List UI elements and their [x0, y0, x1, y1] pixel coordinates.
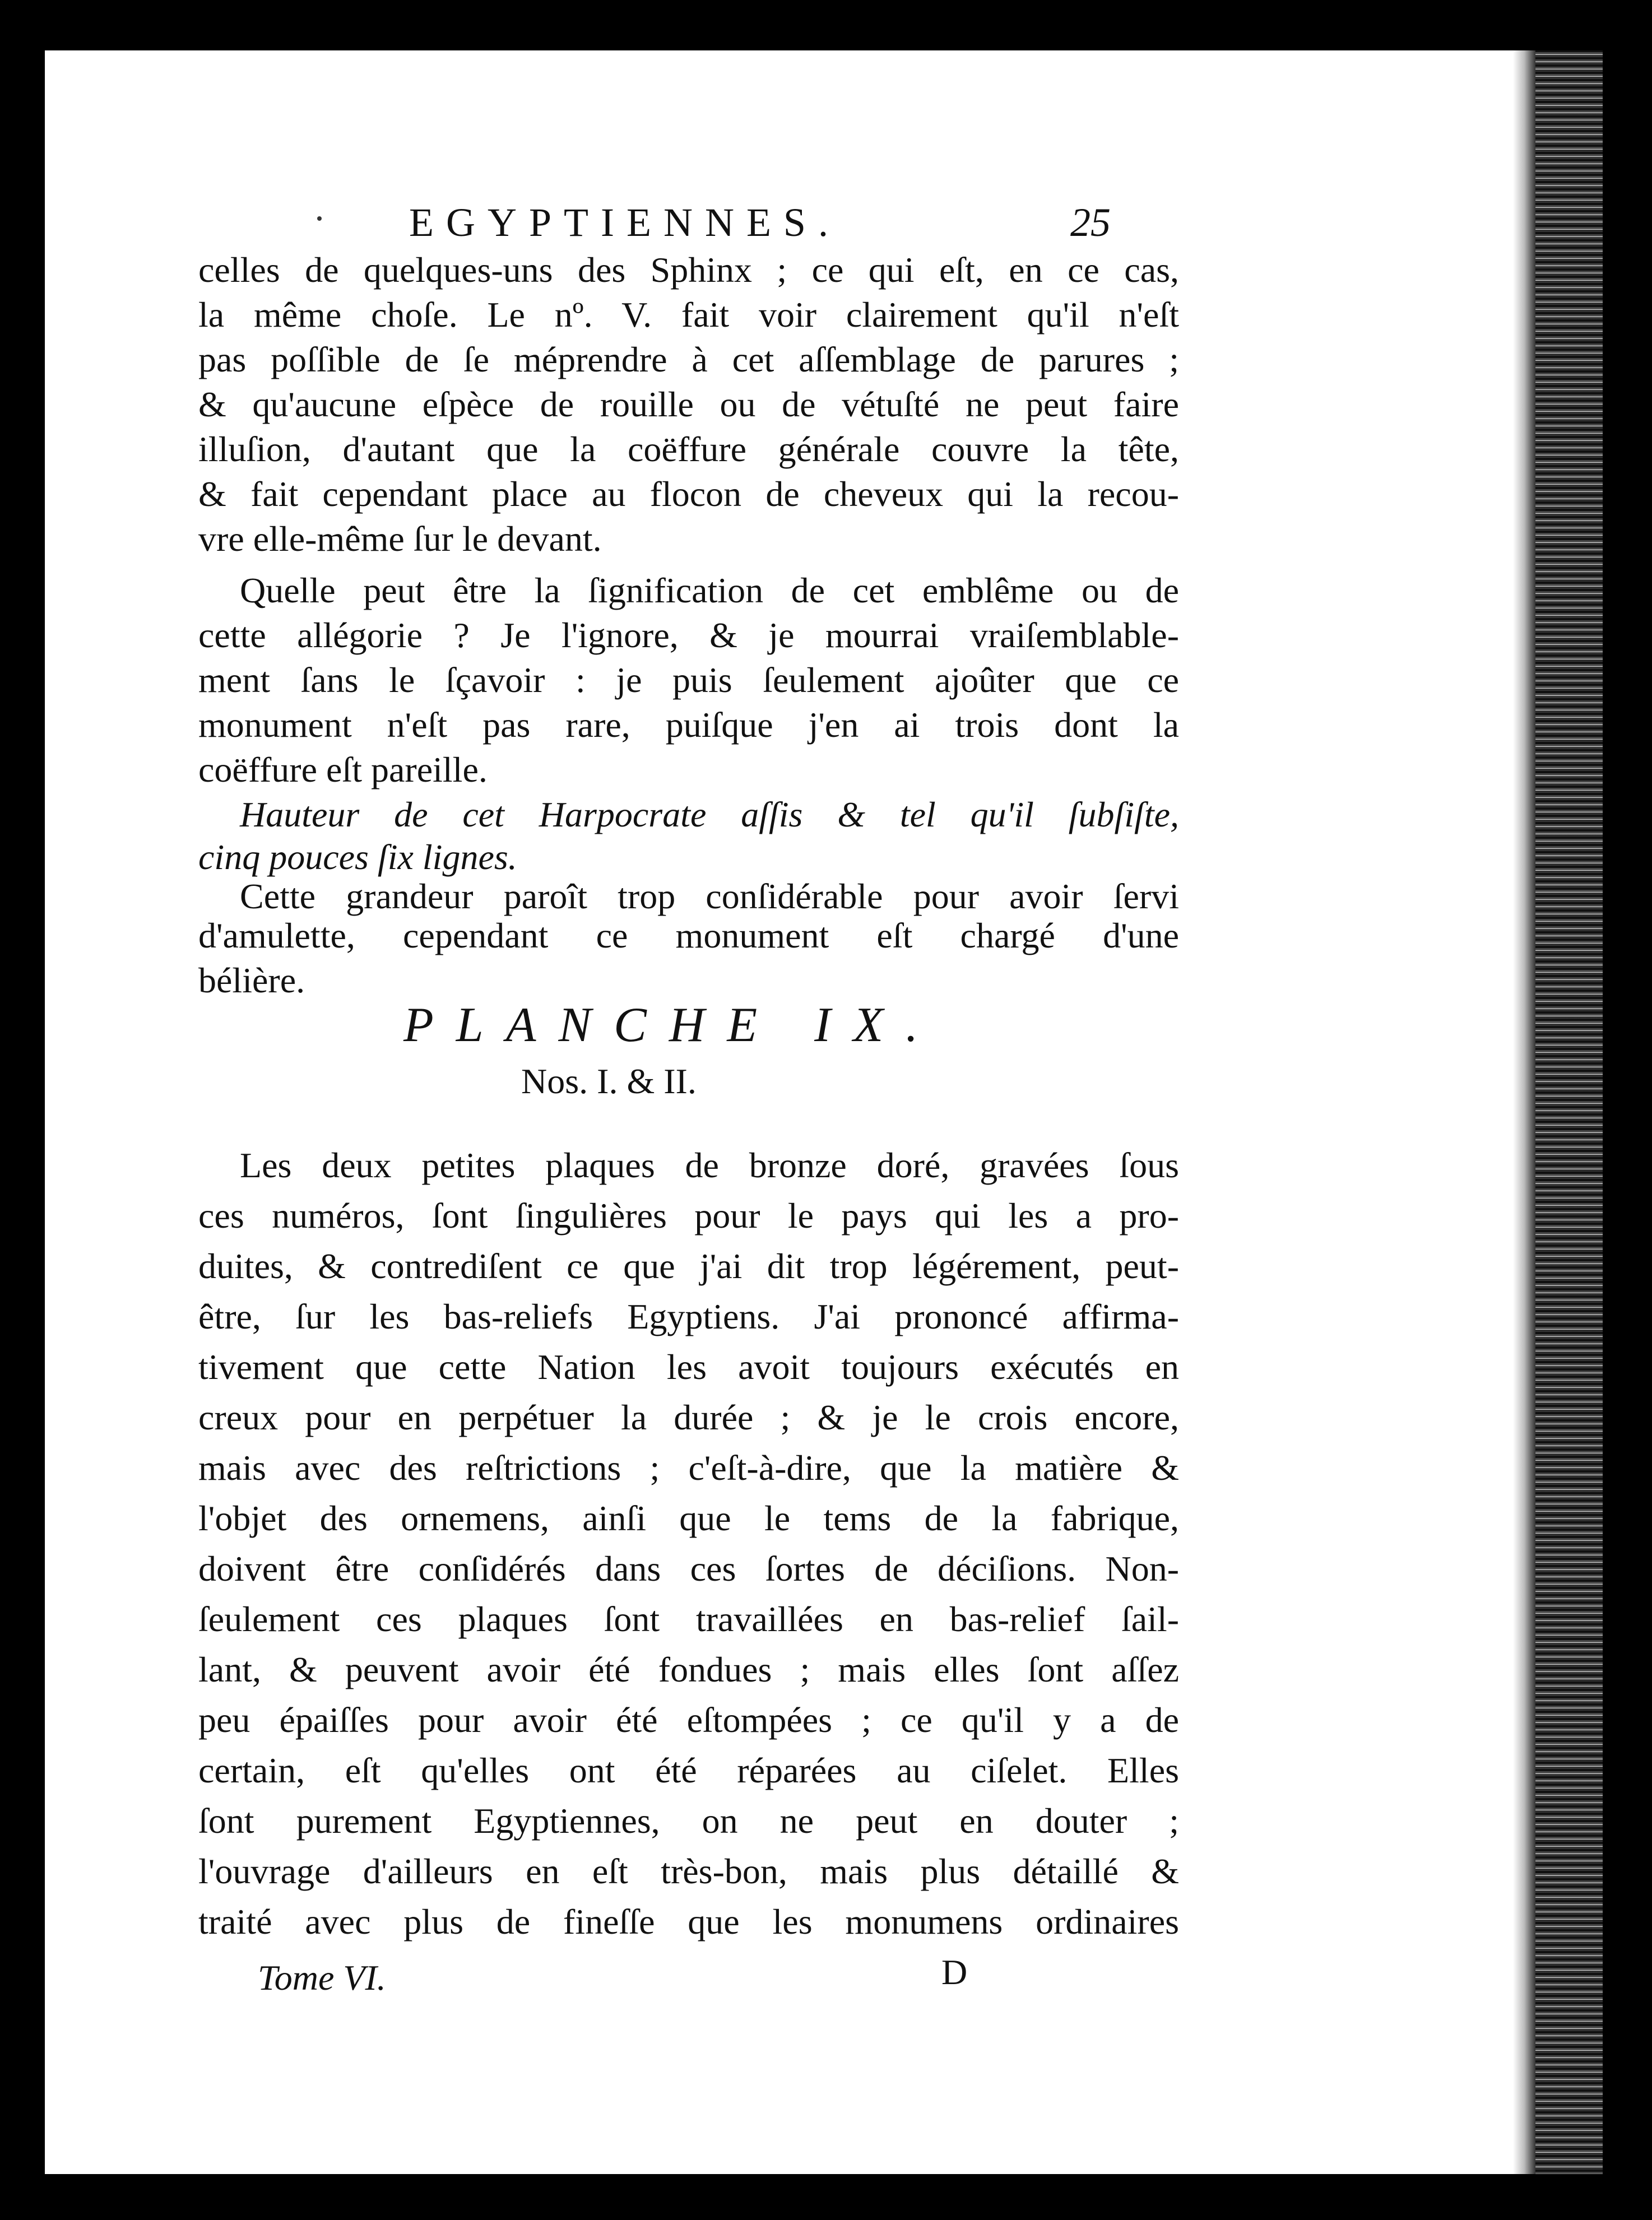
text-line: ment ſans le ſçavoir : je puis ſeulement ajoûter que ce [198, 660, 1179, 700]
text-line: traité avec plus de fineſſe que les monumens ordinaires [198, 1902, 1179, 1942]
text-line: peu épaiſſes pour avoir été eſtompées ; ce qu'il y a de [198, 1700, 1179, 1740]
text-line: d'amulette, cependant ce monument eſt chargé d'une [198, 916, 1179, 955]
text-line: illuſion, d'autant que la coëffure générale couvre la tête, [198, 429, 1179, 469]
text-line: bélière. [198, 960, 305, 1000]
text-line: pas poſſible de ſe méprendre à cet aſſemblage de parures ; [198, 340, 1179, 379]
text-line: creux pour en perpétuer la durée ; & je le crois encore, [198, 1397, 1179, 1437]
text-line: duites, & contrediſent ce que j'ai dit trop légérement, peut- [198, 1246, 1179, 1286]
text-line: Quelle peut être la ſignification de cet emblême ou de [240, 570, 1179, 610]
text-line: monument n'eſt pas rare, puiſque j'en ai trois dont la [198, 705, 1179, 745]
ink-speck [317, 216, 322, 221]
text-line: cette allégorie ? Je l'ignore, & je mourrai vraiſemblable- [198, 615, 1179, 655]
text-line: lant, & peuvent avoir été fondues ; mais elles ſont aſſez [198, 1650, 1179, 1689]
page-scan [45, 50, 1603, 2174]
text-line: & fait cependant place au flocon de cheveux qui la recou- [198, 474, 1179, 514]
text-line: être, ſur les bas-reliefs Egyptiens. J'ai prononcé affirma- [198, 1297, 1179, 1336]
text-line: Cette grandeur paroît trop conſidérable pour avoir ſervi [240, 876, 1179, 916]
text-line: l'objet des ornemens, ainſi que le tems de la fabrique, [198, 1498, 1179, 1538]
numbers-heading: Nos. I. & II. [521, 1061, 697, 1101]
text-line: tivement que cette Nation les avoit toujours exécutés en [198, 1347, 1179, 1387]
text-line: coëffure eſt pareille. [198, 750, 488, 789]
text-line: doivent être conſidérés dans ces ſortes de déciſions. Non- [198, 1549, 1179, 1589]
signature-mark: D [941, 1952, 968, 1992]
running-head: EGYPTIENNES. [409, 200, 841, 245]
text-line: mais avec des reſtrictions ; c'eſt-à-dire, que la matière & [198, 1448, 1179, 1488]
text-line: l'ouvrage d'ailleurs en eſt très-bon, mais plus détaillé & [198, 1851, 1179, 1891]
measurement-line: Hauteur de cet Harpocrate aſſis & tel qu'il ſubſiſte, [240, 795, 1179, 834]
text-block [45, 50, 1603, 2174]
text-line: ſont purement Egyptiennes, on ne peut en douter ; [198, 1801, 1179, 1841]
measurement-line: cinq pouces ſix lignes. [198, 837, 517, 877]
text-line: Les deux petites plaques de bronze doré, gravées ſous [240, 1145, 1179, 1185]
volume-label: Tome VI. [258, 1958, 386, 1998]
text-line: vre elle-même ſur le devant. [198, 519, 602, 559]
text-line: ces numéros, ſont ſingulières pour le pays qui les a pro- [198, 1196, 1179, 1236]
text-line: celles de quelques-uns des Sphinx ; ce qui eſt, en ce cas, [198, 250, 1179, 290]
plate-heading: PLANCHE IX. [403, 998, 941, 1052]
text-line: certain, eſt qu'elles ont été réparées au ciſelet. Elles [198, 1750, 1179, 1790]
page-number: 25 [1070, 200, 1111, 245]
text-line: & qu'aucune eſpèce de rouille ou de vétuſté ne peut faire [198, 384, 1179, 424]
text-line: la même choſe. Le nº. V. fait voir clairement qu'il n'eſt [198, 295, 1179, 335]
text-line: ſeulement ces plaques ſont travaillées en bas-relief ſail- [198, 1599, 1179, 1639]
